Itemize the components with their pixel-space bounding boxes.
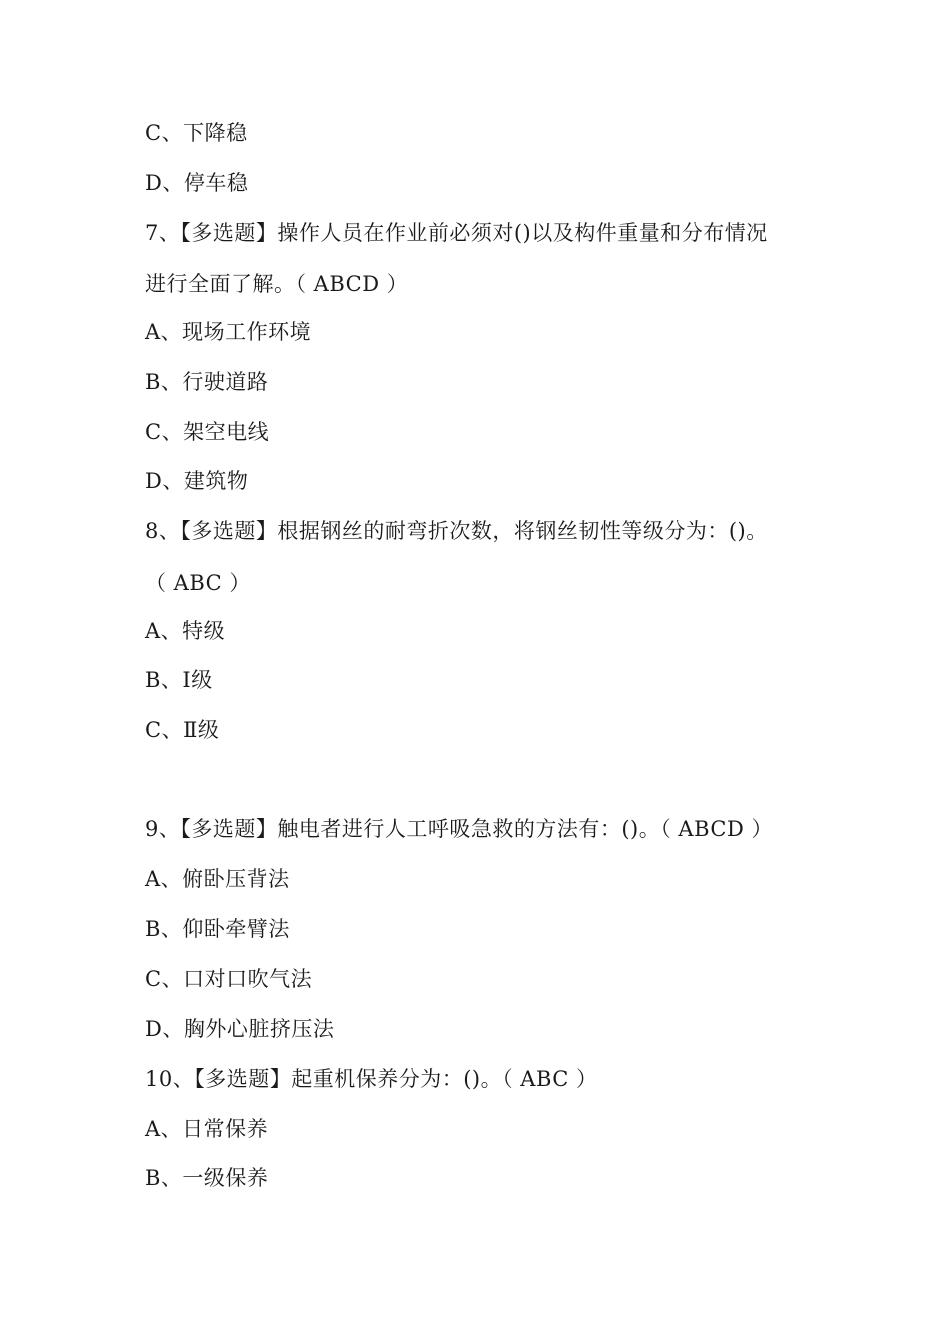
q8-question: 8、【多选题】根据钢丝的耐弯折次数，将钢丝韧性等级分为：()。	[145, 519, 768, 543]
q9-question: 9、【多选题】触电者进行人工呼吸急救的方法有：()。（ ABCD ）	[145, 817, 773, 841]
q7-question: 7、【多选题】操作人员在作业前必须对()以及构件重量和分布情况	[145, 221, 768, 245]
q9-option-a: A、俯卧压背法	[145, 867, 290, 891]
q10-option-b: B、一级保养	[145, 1166, 269, 1190]
q10-question: 10、【多选题】起重机保养分为：()。（ ABC ）	[145, 1067, 598, 1091]
q9-option-b: B、仰卧牵臂法	[145, 917, 290, 941]
q7-option-c: C、架空电线	[145, 420, 270, 444]
q7-option-b: B、行驶道路	[145, 370, 269, 394]
q8-question-cont: （ ABC ）	[145, 571, 251, 595]
q8-option-b: B、Ⅰ级	[145, 668, 213, 692]
q9-option-c: C、口对口吹气法	[145, 967, 313, 991]
q6-option-d: D、停车稳	[145, 171, 249, 195]
q9-option-d: D、胸外心脏挤压法	[145, 1017, 335, 1041]
q10-option-a: A、日常保养	[145, 1117, 269, 1141]
q8-option-a: A、特级	[145, 619, 226, 643]
q7-question-cont: 进行全面了解。（ ABCD ）	[145, 272, 409, 296]
q8-option-c: C、Ⅱ级	[145, 718, 220, 742]
q7-option-a: A、现场工作环境	[145, 320, 312, 344]
q7-option-d: D、建筑物	[145, 469, 249, 493]
q6-option-c: C、下降稳	[145, 121, 248, 145]
